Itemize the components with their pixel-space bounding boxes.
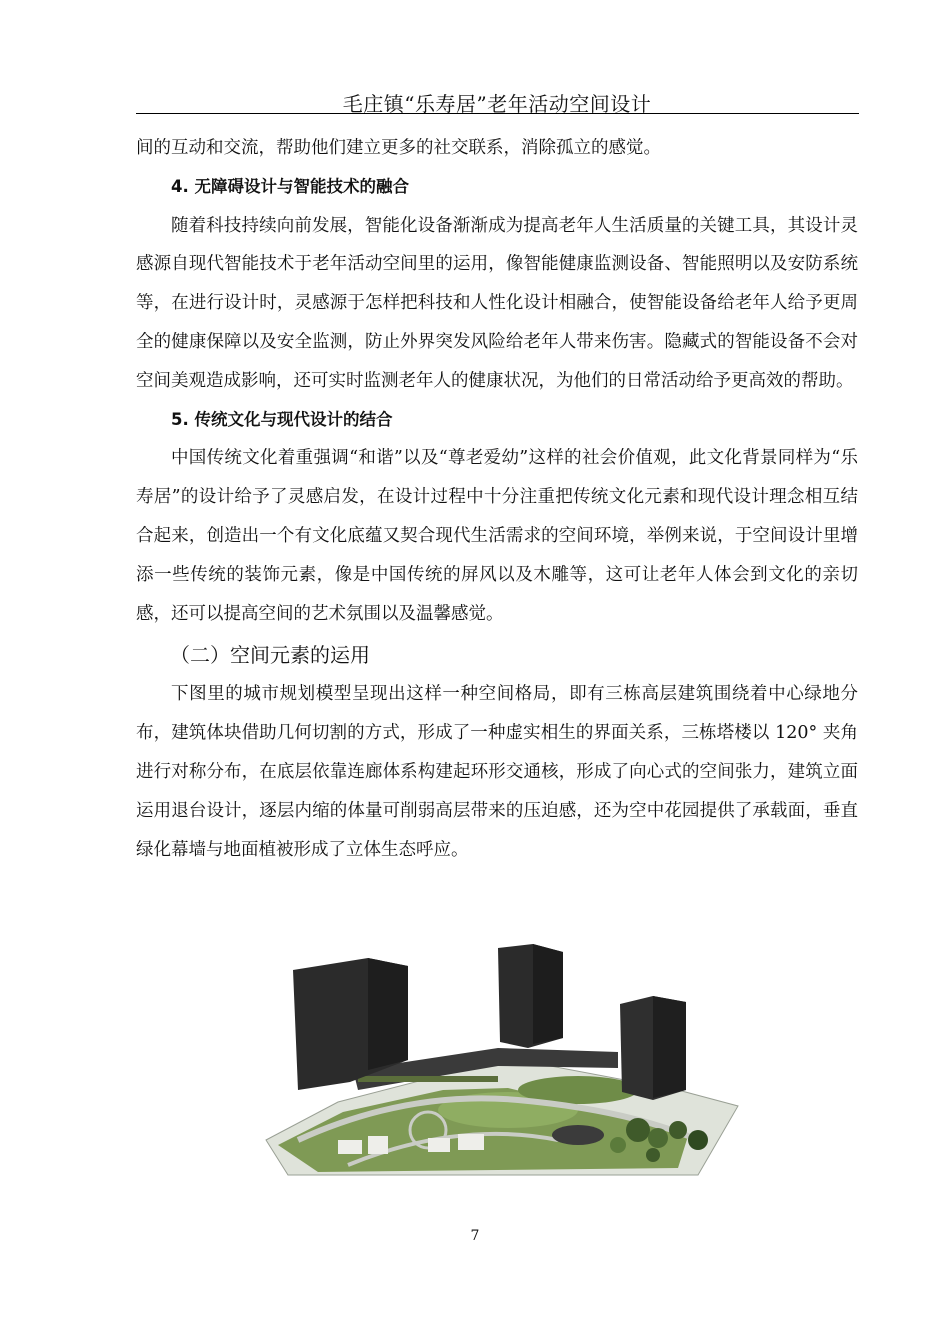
paragraph-spatial-elements: 下图里的城市规划模型呈现出这样一种空间格局，即有三栋高层建筑围绕着中心绿地分布，建筑体块借助几何切割的方式，形成了一种虚实相生的界面关系，三栋塔楼以 120° 夹角进行对称分布，在底层依靠连廊体系构建起环形交通核，形成了向心式的空间张力，建筑立面运用退台设计，逐层内缩的体量可削弱高层带来的压迫感，还为空中花园提供了承载面，垂直绿化幕墙与地面植被形成了立体生态呼应。	[136, 684, 858, 860]
header-title: 毛庄镇“乐寿居”老年活动空间设计	[342, 92, 652, 116]
paragraph-smart-tech: 随着科技持续向前发展，智能化设备渐渐成为提高老年人生活质量的关键工具，其设计灵感源自现代智能技术于老年活动空间里的运用，像智能健康监测设备、智能照明以及安防系统等，在进行设计时，灵感源于怎样把科技和人性化设计相融合，使智能设备给老年人给予更周全的健康保障以及安全监测，防止外界突发风险给老年人带来伤害。隐藏式的智能设备不会对空间美观造成影响，还可实时监测老年人的健康状况，为他们的日常活动给予更高效的帮助。	[136, 215, 858, 391]
section-heading-2: （二）空间元素的运用	[170, 643, 370, 668]
header-divider	[136, 113, 859, 114]
paragraph-traditional-culture: 中国传统文化着重强调“和谐”以及“尊老爱幼”这样的社会价值观，此文化背景同样为“乐寿居”的设计给予了灵感启发，在设计过程中十分注重把传统文化元素和现代设计理念相互结合起来，创造出一个有文化底蕴又契合现代生活需求的空间环境，举例来说，于空间设计里增添一些传统的装饰元素，像是中国传统的屏风以及木雕等，这可让老年人体会到文化的亲切感，还可以提高空间的艺术氛围以及温馨感觉。	[136, 448, 858, 624]
urban-planning-model-image	[258, 940, 740, 1180]
subheading-4: 4. 无障碍设计与智能技术的融合	[171, 176, 409, 196]
subheading-5: 5. 传统文化与现代设计的结合	[171, 409, 393, 429]
paragraph-continuation: 间的互动和交流，帮助他们建立更多的社交联系，消除孤立的感觉。	[136, 138, 661, 158]
page-number: 7	[470, 1228, 480, 1244]
document-body	[136, 129, 858, 869]
